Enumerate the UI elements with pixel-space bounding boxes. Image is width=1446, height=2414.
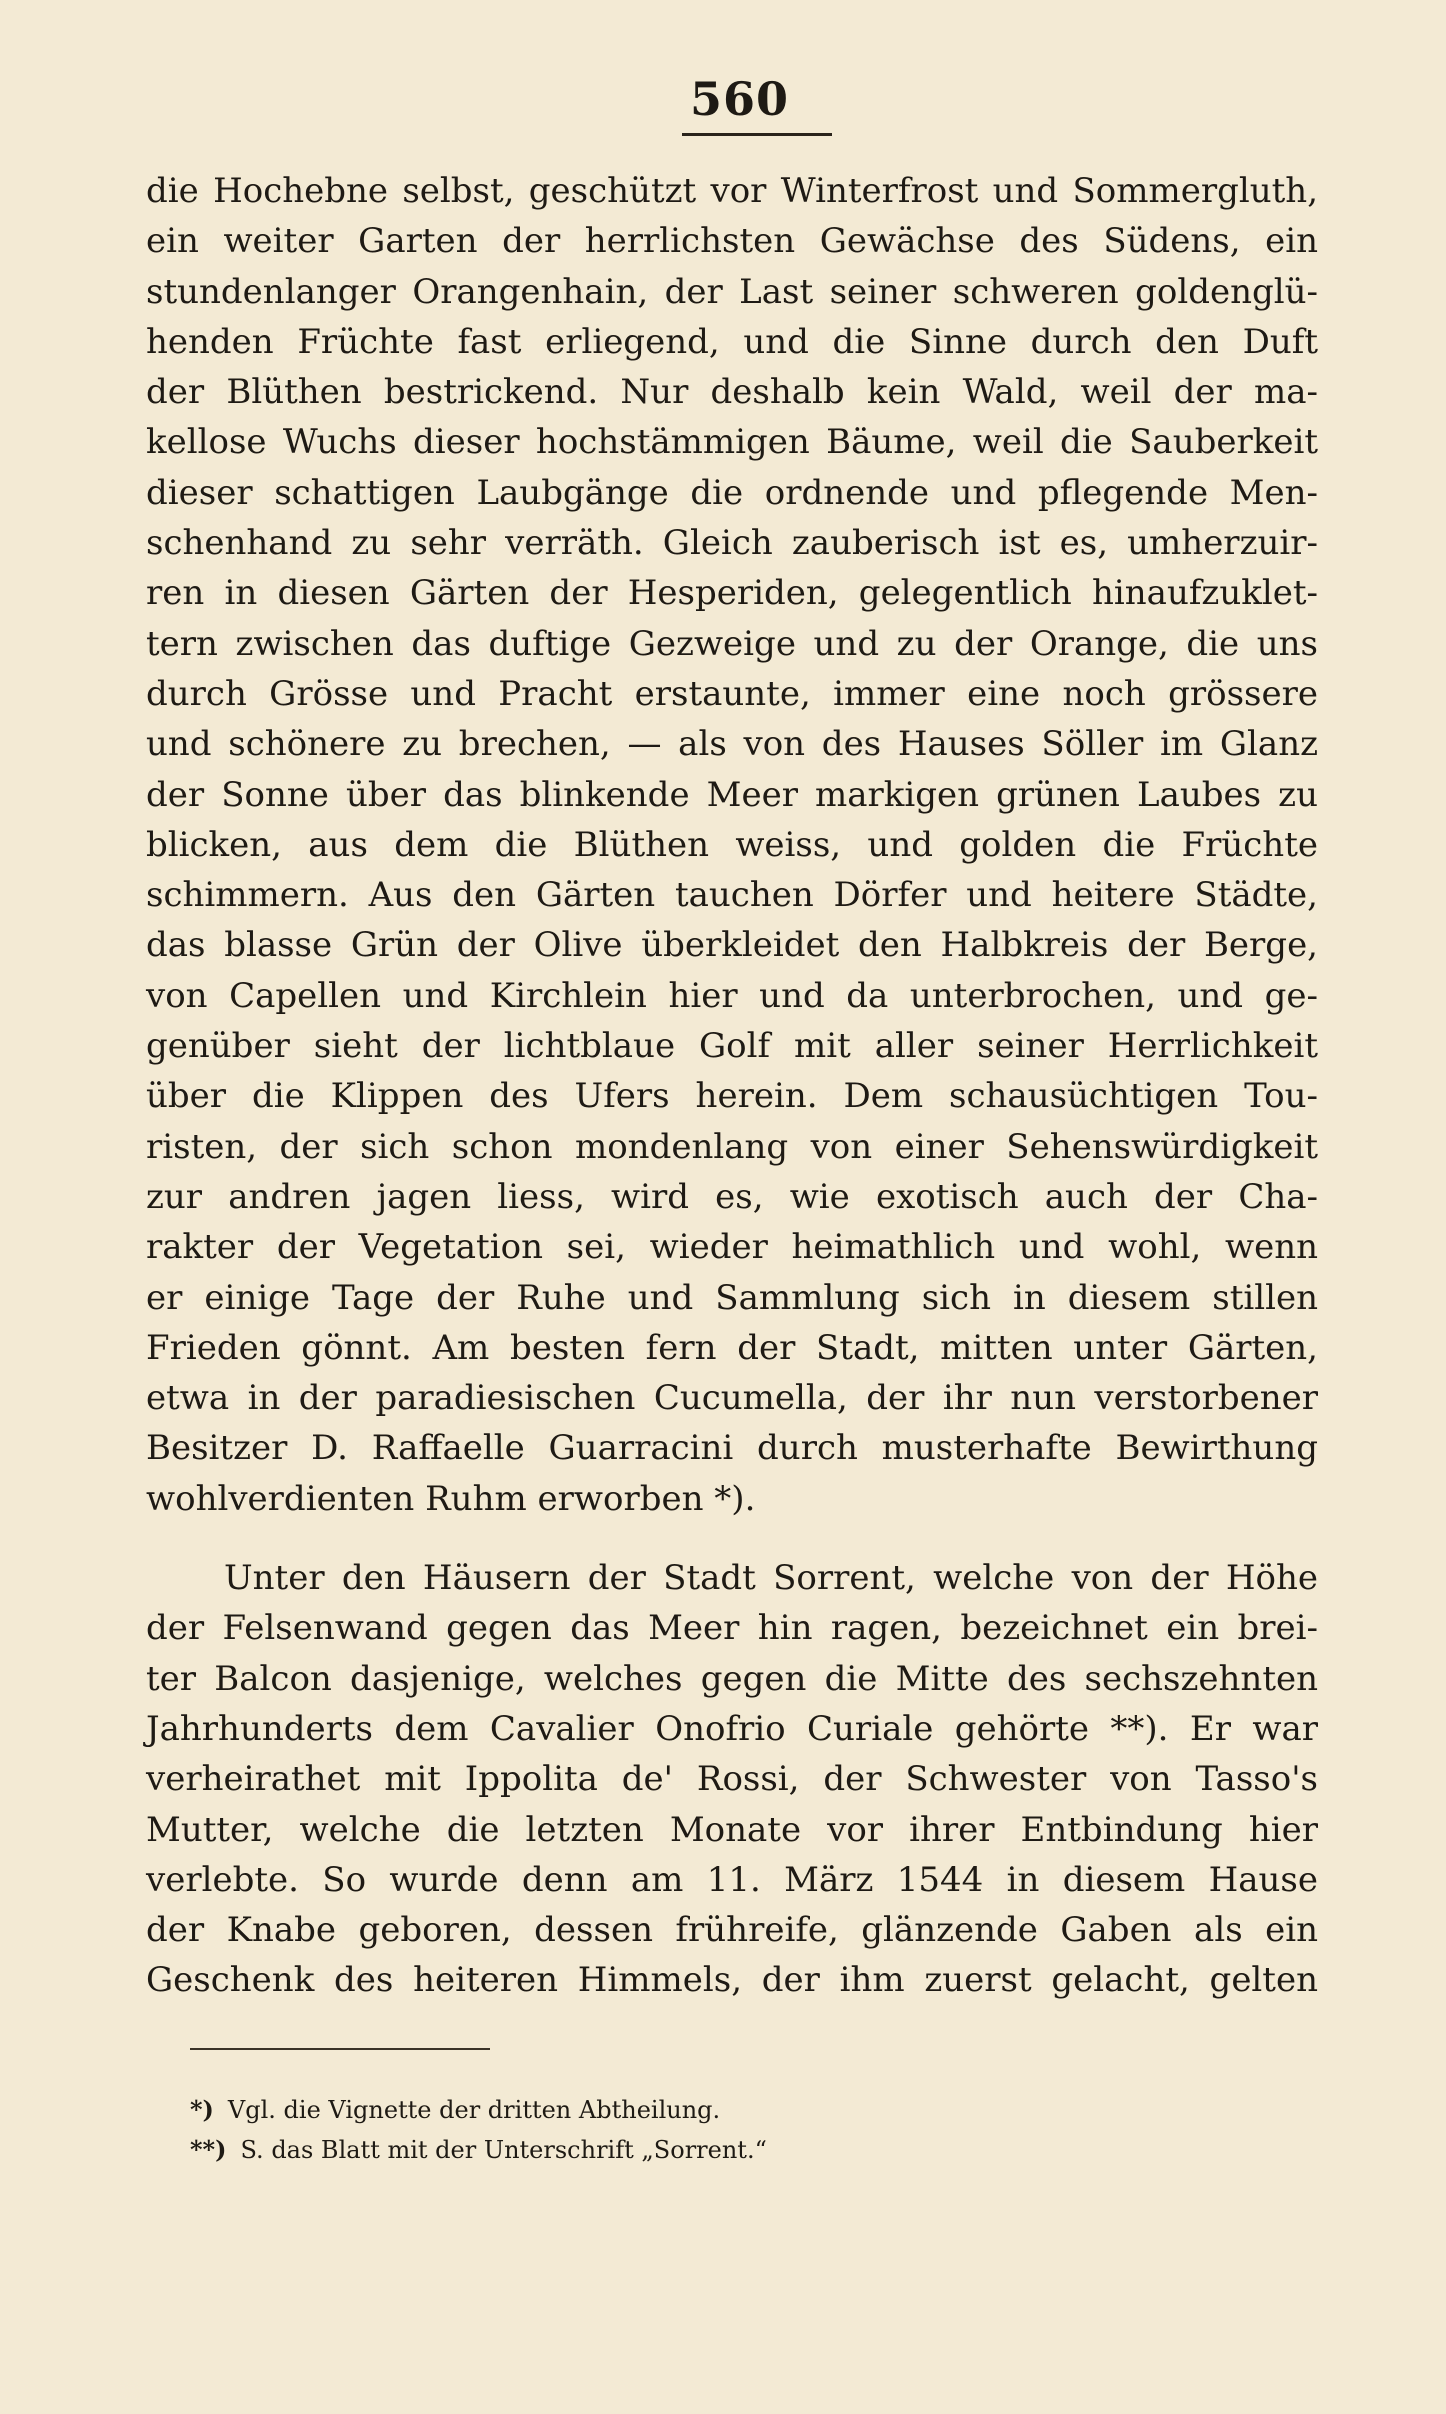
text-line: Unter den Häusern der Stadt Sorrent, welche von der Höhe [224, 1558, 1318, 1599]
text-line: risten, der sich schon mondenlang von einer Sehenswürdigkeit [146, 1126, 1318, 1167]
text-line: kellose Wuchs dieser hochstämmigen Bäume, weil die Sauberkeit [146, 422, 1318, 463]
footnote-text: Vgl. die Vignette der dritten Abtheilung. [227, 2096, 721, 2124]
text-line: zur andren jagen liess, wird es, wie exotisch auch der Cha- [146, 1176, 1318, 1217]
text-line: ter Balcon dasjenige, welches gegen die Mitte des sechszehnten [146, 1658, 1318, 1699]
text-line: Frieden gönnt. Am besten fern der Stadt, mitten unter Gärten, [146, 1327, 1318, 1368]
text-line: tern zwischen das duftige Gezweige und zu der Orange, die uns [146, 623, 1318, 664]
text-line: blicken, aus dem die Blüthen weiss, und golden die Früchte [146, 824, 1318, 865]
text-line: rakter der Vegetation sei, wieder heimathlich und wohl, wenn [146, 1227, 1318, 1268]
page-number: 560 [690, 72, 790, 126]
paragraph-2 [146, 1553, 1318, 2006]
main-text [146, 166, 1318, 2006]
text-line: verlebte. So wurde denn am 11. März 1544 in diesem Hause [146, 1859, 1318, 1900]
text-line: wohlverdienten Ruhm erworben *). [146, 1478, 756, 1519]
paragraph-1 [146, 166, 1318, 1524]
text-line: etwa in der paradiesischen Cucumella, der ihr nun verstorbener [146, 1378, 1318, 1419]
text-line: die Hochebne selbst, geschützt vor Winterfrost und Sommergluth, [146, 171, 1318, 211]
text-line: schimmern. Aus den Gärten tauchen Dörfer und heitere Städte, [146, 875, 1318, 916]
text-line: ein weiter Garten der herrlichsten Gewächse des Südens, ein [146, 221, 1318, 262]
text-line: Besitzer D. Raffaelle Guarracini durch musterhafte Bewirthung [146, 1428, 1318, 1469]
footnote [190, 2130, 1190, 2170]
text-line: der Sonne über das blinkende Meer markigen grünen Laubes zu [146, 774, 1318, 815]
text-line: durch Grösse und Pracht erstaunte, immer eine noch grössere [146, 673, 1318, 714]
text-line: henden Früchte fast erliegend, und die Sinne durch den Duft [146, 321, 1318, 362]
text-line: von Capellen und Kirchlein hier und da unterbrochen, und ge- [146, 975, 1318, 1016]
text-line: dieser schattigen Laubgänge die ordnende und pflegende Men- [146, 472, 1318, 513]
text-line: der Knabe geboren, dessen frühreife, glänzende Gaben als ein [146, 1910, 1318, 1951]
text-line: und schönere zu brechen, — als von des Hauses Söller im Glanz [146, 724, 1318, 765]
footnote-rule [190, 2048, 490, 2050]
text-line: Jahrhunderts dem Cavalier Onofrio Curiale gehörte **). Er war [146, 1708, 1318, 1749]
text-line: er einige Tage der Ruhe und Sammlung sich in diesem stillen [146, 1277, 1318, 1318]
text-line: stundenlanger Orangenhain, der Last seiner schweren goldenglü- [146, 271, 1318, 312]
footnote [190, 2090, 1190, 2130]
header-rule [682, 133, 832, 136]
text-line: schenhand zu sehr verräth. Gleich zauberisch ist es, umherzuir- [146, 523, 1318, 564]
text-line: ren in diesen Gärten der Hesperiden, gelegentlich hinaufzuklet- [146, 573, 1318, 614]
text-line: der Blüthen bestrickend. Nur deshalb kein Wald, weil der ma- [146, 372, 1318, 413]
footnote-mark: **) [190, 2135, 227, 2164]
text-line: Geschenk des heiteren Himmels, der ihm zuerst gelacht, gelten [146, 1960, 1318, 2001]
text-line: genüber sieht der lichtblaue Golf mit aller seiner Herrlichkeit [146, 1026, 1318, 1067]
footnote-text: S. das Blatt mit der Unterschrift „Sorrent.“ [240, 2136, 767, 2164]
paragraph-gap [146, 1524, 1318, 1553]
footnotes [190, 2090, 1190, 2170]
text-line: das blasse Grün der Olive überkleidet den Halbkreis der Berge, [146, 925, 1318, 966]
text-line: verheirathet mit Ippolita de' Rossi, der Schwester von Tasso's [146, 1759, 1318, 1800]
text-line: Mutter, welche die letzten Monate vor ihrer Entbindung hier [146, 1809, 1318, 1850]
footnote-mark: *) [190, 2095, 214, 2124]
text-line: über die Klippen des Ufers herein. Dem schausüchtigen Tou- [146, 1076, 1318, 1117]
text-line: der Felsenwand gegen das Meer hin ragen, bezeichnet ein brei- [146, 1608, 1318, 1649]
